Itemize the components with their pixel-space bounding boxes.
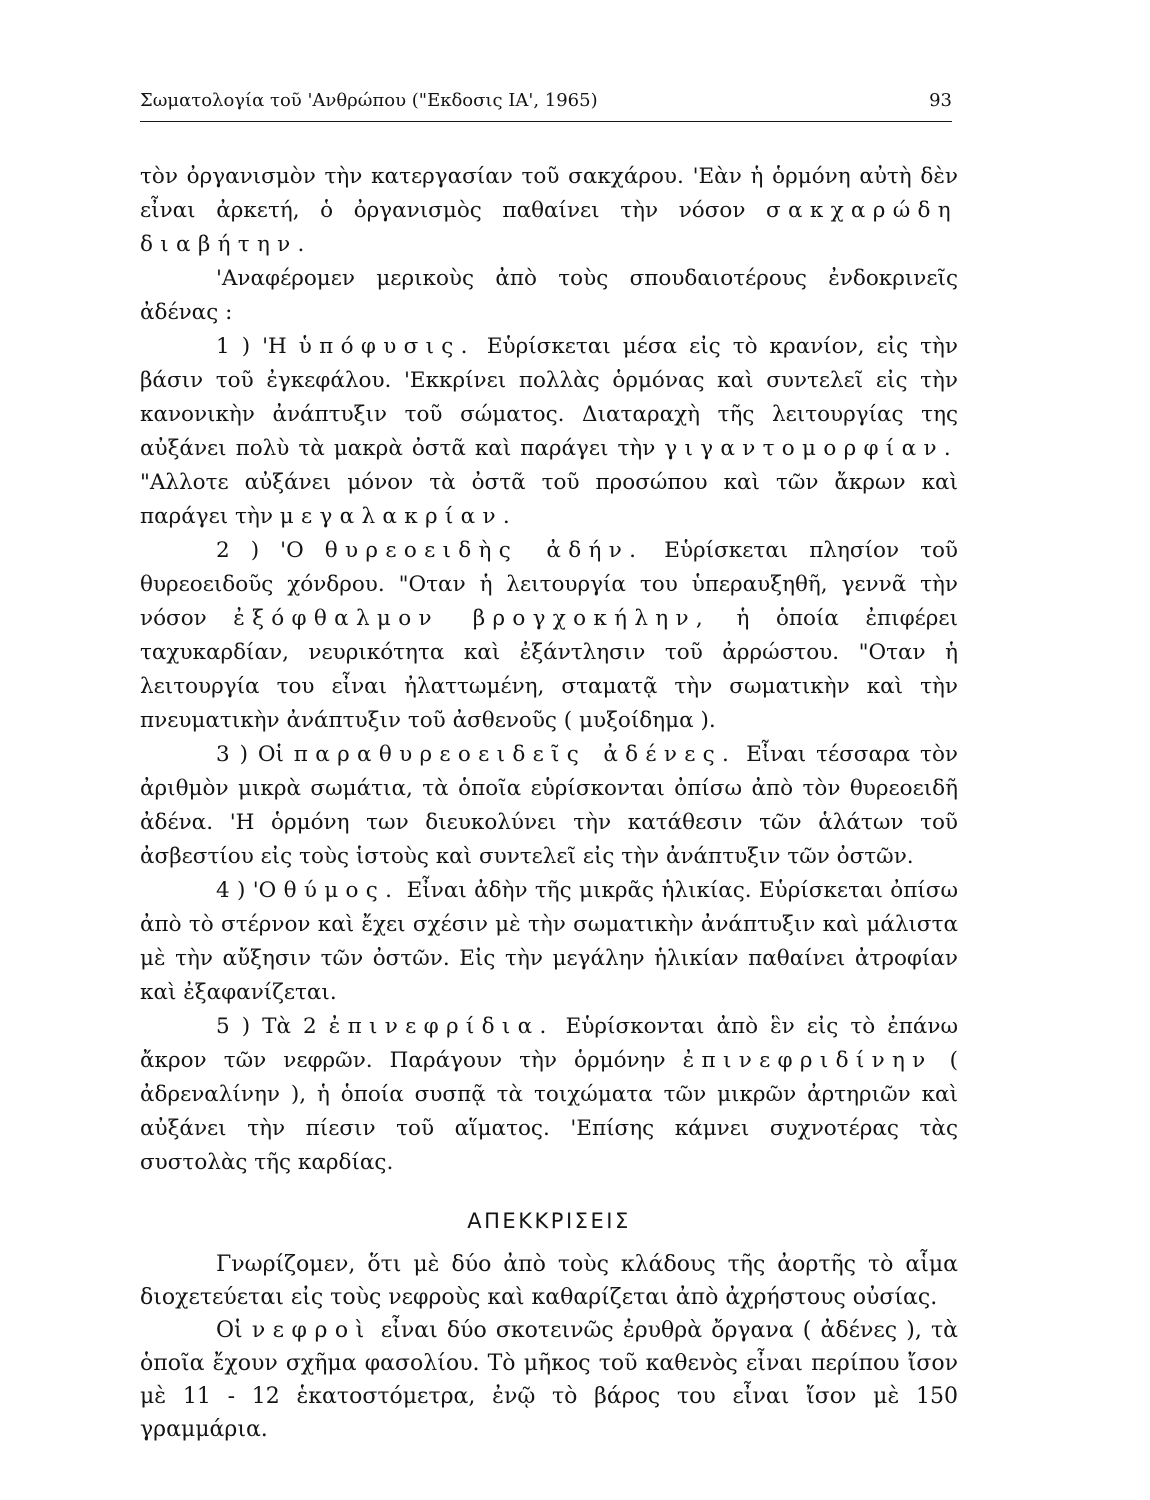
text-run: εἶναι δύο σκοτεινῶς ἐρυθρὰ ὄργανα ( ἀδένες ), τὰ ὁποῖα ἔχουν σχῆμα φασολίου. Τὸ μῆκος τοῦ καθενὸς εἶναι περίπου ἴσον μὲ 11 - 12 ἑκατοστόμετρα, ἐνῷ τὸ βάρος του εἶναι ἴσον μὲ 150 γραμμάρια. xyxy=(140,1318,958,1442)
item-number: 1 ) 'Η xyxy=(216,334,287,359)
spaced-term: μεγαλακρίαν. xyxy=(279,504,518,529)
paragraph-adrenals xyxy=(140,1010,958,1180)
text-run: Εὑρίσκεται πλησίον τοῦ θυρεοειδοῦς χόνδρου. "Οταν ἡ λειτουργία του ὑπεραυξηθῆ, γεννᾶ τὴν νόσον xyxy=(140,538,958,631)
spaced-term: ὑπόφυσις. xyxy=(298,334,475,359)
spaced-term: ἐξόφθαλμον βρογχοκήλην, xyxy=(233,606,710,631)
paragraph-continuation xyxy=(140,160,958,262)
item-number: 3 ) Οἱ xyxy=(216,742,284,767)
spaced-term: νεφροὶ xyxy=(251,1318,372,1343)
text-run: ( ἀδρεναλίνην ), ἡ ὁποία συσπᾷ τὰ τοιχώματα τῶν μικρῶν ἀρτηριῶν καὶ αὐξάνει τὴν πίεσιν τοῦ αἵματος. 'Επίσης κάμνει συχνοτέρας τὰς συστολὰς τῆς καρδίας. xyxy=(140,1048,959,1175)
main-text xyxy=(140,160,958,1446)
paragraph-parathyroid xyxy=(140,738,958,874)
text-run: Γνωρίζομεν, ὅτι μὲ δύο ἀπὸ τοὺς κλάδους τῆς ἀορτῆς τὸ αἷμα διοχετεύεται εἰς τοὺς νεφροὺς καὶ καθαρίζεται ἀπὸ ἀχρήστους οὐσίας. xyxy=(140,1252,958,1310)
text-run: Εὑρίσκονται ἀπὸ ἓν εἰς τὸ ἐπάνω ἄκρον τῶν νεφρῶν. Παράγουν τὴν ὁρμόνην xyxy=(140,1014,958,1073)
running-header xyxy=(140,90,952,122)
spaced-term: ἐπινεφρίδια. xyxy=(328,1014,554,1039)
section-excretions xyxy=(140,1248,958,1446)
spaced-term: θύμος. xyxy=(283,878,400,903)
item-number: 5 ) Τὰ 2 xyxy=(216,1014,317,1039)
text-run: 'Αναφέρομεν μερικοὺς ἀπὸ τοὺς σπουδαιοτέρους ἐνδοκρινεῖς ἀδένας : xyxy=(140,266,958,325)
text-run: Εἶναι τέσσαρα τὸν ἀριθμὸν μικρὰ σωμάτια, τὰ ὁποῖα εὑρίσκονται ὀπίσω ἀπὸ τὸν θυρεοειδῆ ἀδένα. 'Η ὁρμόνη των διευκολύνει τὴν κατάθεσιν τῶν ἁλάτων τοῦ ἀσβεστίου εἰς τοὺς ἱστοὺς καὶ συντελεῖ εἰς τὴν ἀνάπτυξιν τῶν ὀστῶν. xyxy=(140,742,958,869)
text-run: Εἶναι ἀδὴν τῆς μικρᾶς ἡλικίας. Εὑρίσκεται ὀπίσω ἀπὸ τὸ στέρνον καὶ ἔχει σχέσιν μὲ τὴν σωματικὴν ἀνάπτυξιν καὶ μάλιστα μὲ τὴν αὔξησιν τῶν ὀστῶν. Εἰς τὴν μεγάλην ἡλικίαν παθαίνει ἀτροφίαν καὶ ἐξαφανίζεται. xyxy=(140,878,958,1005)
text-run: "Αλλοτε αὐξάνει μόνον τὰ ὀστᾶ τοῦ προσώπου καὶ τῶν ἄκρων καὶ παράγει τὴν xyxy=(140,470,958,529)
text-run: Εὑρίσκεται μέσα εἰς τὸ κρανίον, εἰς τὴν βάσιν τοῦ ἐγκεφάλου. 'Εκκρίνει πολλὰς ὁρμόνας καὶ συντελεῖ εἰς τὴν κανονικὴν ἀνάπτυξιν τοῦ σώματος. Διαταραχὴ τῆς λειτουργίας της αὐξάνει πολὺ τὰ μακρὰ ὀστᾶ καὶ παράγει τὴν xyxy=(140,334,958,461)
text-run: Οἱ xyxy=(216,1318,243,1343)
header-title: Σωματολογία τοῦ 'Ανθρώπου ("Εκδοσις ΙΑ', 1965) xyxy=(140,90,598,111)
item-number: 4 ) 'Ο xyxy=(216,878,277,903)
paragraph-hypophysis xyxy=(140,330,958,534)
spaced-term: παραθυρεοειδεῖς ἀδένες. xyxy=(293,742,737,767)
paragraph-thymus xyxy=(140,874,958,1010)
spaced-term: σακχαρώδη διαβήτην. xyxy=(140,198,958,257)
item-number: 2 ) 'Ο xyxy=(216,538,304,563)
paragraph-thyroid xyxy=(140,534,958,738)
paragraph-intro xyxy=(140,262,958,330)
text-run: τὸν ὀργανισμὸν τὴν κατεργασίαν τοῦ σακχάρου. 'Εὰν ἡ ὁρμόνη αὐτὴ δὲν εἶναι ἀρκετή, ὁ ὀργανισμὸς παθαίνει τὴν νόσον xyxy=(140,164,958,223)
section-heading: ΑΠΕΚΚΡΙΣΕΙΣ xyxy=(467,1209,631,1233)
spaced-term: ἐπινεφριδίνην xyxy=(682,1048,933,1073)
paragraph-kidneys-intro xyxy=(140,1248,958,1314)
spaced-term: γιγαντομορφίαν. xyxy=(664,436,958,461)
text-run: ἡ ὁποία ἐπιφέρει ταχυκαρδίαν, νευρικότητα καὶ ἐξάντλησιν τοῦ ἀρρώστου. "Οταν ἡ λειτουργία του εἶναι ἠλαττωμένη, σταματᾷ τὴν σωματικὴν καὶ τὴν πνευματικὴν ἀνάπτυξιν τοῦ ἀσθενοῦς ( μυξοίδημα ). xyxy=(140,606,958,733)
page-number: 93 xyxy=(929,90,952,111)
paragraph-kidneys xyxy=(140,1314,958,1446)
spaced-term: θυρεοειδὴς ἀδήν. xyxy=(324,538,644,563)
